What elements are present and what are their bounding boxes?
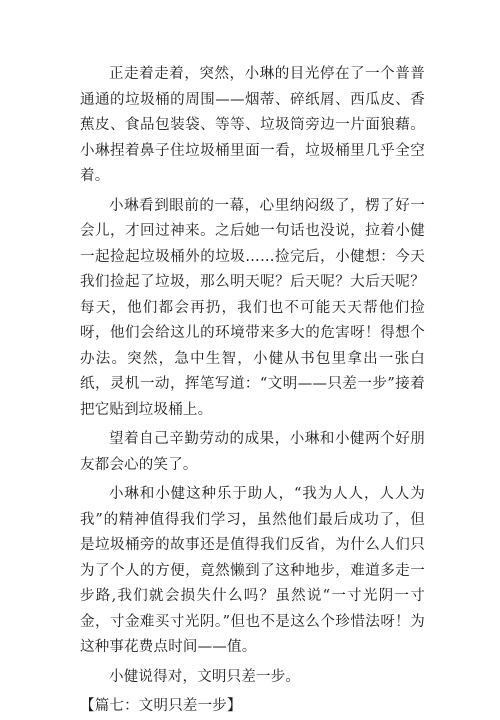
paragraph-2: 小琳看到眼前的一幕，心里纳闷级了，楞了好一会儿，才回过神来。之后她一句话也没说，拉着小健一起捡起垃圾桶外的垃圾……捡完后，小健想：今天我们捡起了垃圾，那么明天呢？后天呢？大后天呢？每天，他们都会再扔，我们也不可能天天帮他们捡呀，他们会给这儿的环境带来多大的危害呀！得想个办法。突然，急中生智，小健从书包里拿出一张白纸，灵机一动，挥笔写道：“文明——只差一步”接着把它贴到垃圾桶上。 — [80, 197, 425, 418]
document-body — [80, 62, 425, 720]
paragraph-4: 小琳和小健这种乐于助人，“我为人人，人人为我”的精神值得我们学习，虽然他们最后成功了，但是垃圾桶旁的故事还是值得我们反省，为什么人们只为了个人的方便，竟然懒到了这种地步，难道多走一步路,我们就会损失什么吗？虽然说“一寸光阴一寸金，寸金难买寸光阴。”但也不是这么个珍惜法呀！为这种事花费点时间——值。 — [80, 486, 425, 655]
paragraph-5: 小健说得对，文明只差一步。 — [109, 668, 301, 685]
section-heading: 【篇七：文明只差一步】 — [80, 698, 242, 714]
paragraph-3: 望着自己辛勤劳动的成果，小琳和小健两个好朋友都会心的笑了。 — [80, 431, 425, 473]
paragraph-1: 正走着走着，突然，小琳的目光停在了一个普普通通的垃圾桶的周围——烟蒂、碎纸屑、西瓜皮、香蕉皮、食品包装袋、等等、垃圾筒旁边一片面狼藉。小琳捏着鼻子住垃圾桶里面一看，垃圾桶里几乎全空着。 — [80, 66, 425, 184]
